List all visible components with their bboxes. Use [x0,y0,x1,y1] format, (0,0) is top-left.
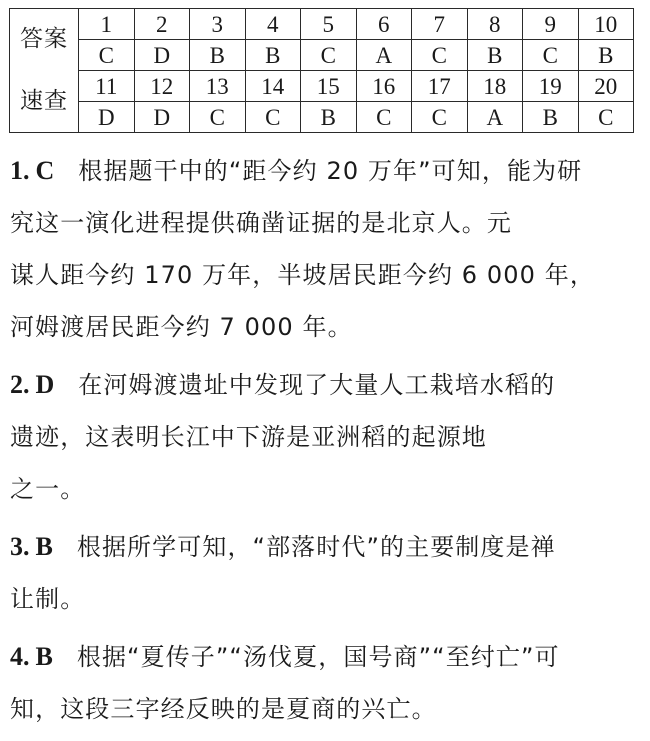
answer-letter: B [245,40,301,71]
item-head [10,642,53,671]
table-label-top: 答案 [10,9,79,71]
explanation-text: 知，这段三字经反映的是夏商的兴亡。 [10,695,437,723]
answer-letter: D [134,102,190,133]
question-number: 17 [412,71,468,102]
explanation-text: 根据题干中的“距今约 20 万年”可知，能为研 [78,157,583,185]
explanation-item [10,145,642,353]
item-head [10,156,54,185]
explanation-text: 根据“夏传子”“汤伐夏，国号商”“至纣亡”可 [76,643,560,671]
answer-letter: B [523,102,579,133]
question-number: 13 [190,71,246,102]
question-number: 19 [523,71,579,102]
answer-letter: B [578,40,634,71]
explanation-line [10,573,642,625]
answer-letter: A [467,102,523,133]
answer-letter: B [467,40,523,71]
explanation-line [10,631,642,683]
question-number: 8 [467,9,523,40]
explanation-item [10,359,642,515]
question-number: 1 [79,9,135,40]
question-number: 3 [190,9,246,40]
table-label-bottom: 速查 [10,71,79,133]
item-answer: D [35,370,55,399]
answer-letter: C [79,40,135,71]
answer-letter: D [134,40,190,71]
answer-letter: C [412,102,468,133]
explanation-item [10,521,642,625]
question-number: 14 [245,71,301,102]
item-number: 4. [10,642,30,671]
explanation-text: 谋人距今约 170 万年，半坡居民距今约 6 000 年， [10,261,595,289]
question-number: 16 [356,71,412,102]
question-number: 10 [578,9,634,40]
answer-key-table [9,8,634,133]
explanation-text: 在河姆渡遗址中发现了大量人工栽培水稻的 [78,371,556,399]
answer-row [10,102,634,133]
explanation-line [10,411,642,463]
question-number: 20 [578,71,634,102]
answer-letter: C [245,102,301,133]
item-number: 1. [10,156,30,185]
answer-letter: C [301,40,357,71]
question-number: 7 [412,9,468,40]
explanation-line [10,683,642,735]
answer-letter: C [190,102,246,133]
question-number: 15 [301,71,357,102]
question-number: 9 [523,9,579,40]
answer-letter: B [190,40,246,71]
explanation-line [10,197,642,249]
explanation-item [10,631,642,735]
question-number: 12 [134,71,190,102]
item-answer: B [35,642,53,671]
explanation-line [10,521,642,573]
question-number: 5 [301,9,357,40]
explanation-line [10,249,642,301]
answer-row [10,40,634,71]
question-number: 18 [467,71,523,102]
explanation-text: 让制。 [10,585,86,613]
explanation-line [10,359,642,411]
explanation-line [10,463,642,515]
item-answer: C [35,156,55,185]
item-number: 3. [10,532,30,561]
item-head [10,532,53,561]
question-number: 2 [134,9,190,40]
answer-letter: C [356,102,412,133]
question-number: 4 [245,9,301,40]
answer-letter: C [578,102,634,133]
answer-letter: C [412,40,468,71]
item-number: 2. [10,370,30,399]
item-answer: B [35,532,53,561]
explanation-text: 遗迹，这表明长江中下游是亚洲稻的起源地 [10,423,487,451]
explanation-text: 之一。 [10,475,86,503]
answer-letter: D [79,102,135,133]
explanation-text: 究这一演化进程提供确凿证据的是北京人。元 [10,209,512,237]
explanation-line [10,145,642,197]
item-head [10,370,54,399]
answer-letter: A [356,40,412,71]
question-number: 6 [356,9,412,40]
explanation-text: 河姆渡居民距今约 7 000 年。 [10,313,353,341]
explanations [10,145,642,741]
number-row [10,71,634,102]
question-number: 11 [79,71,135,102]
answer-letter: B [301,102,357,133]
number-row [10,9,634,40]
explanation-text: 根据所学可知，“部落时代”的主要制度是禅 [76,533,556,561]
explanation-line [10,301,642,353]
answer-letter: C [523,40,579,71]
